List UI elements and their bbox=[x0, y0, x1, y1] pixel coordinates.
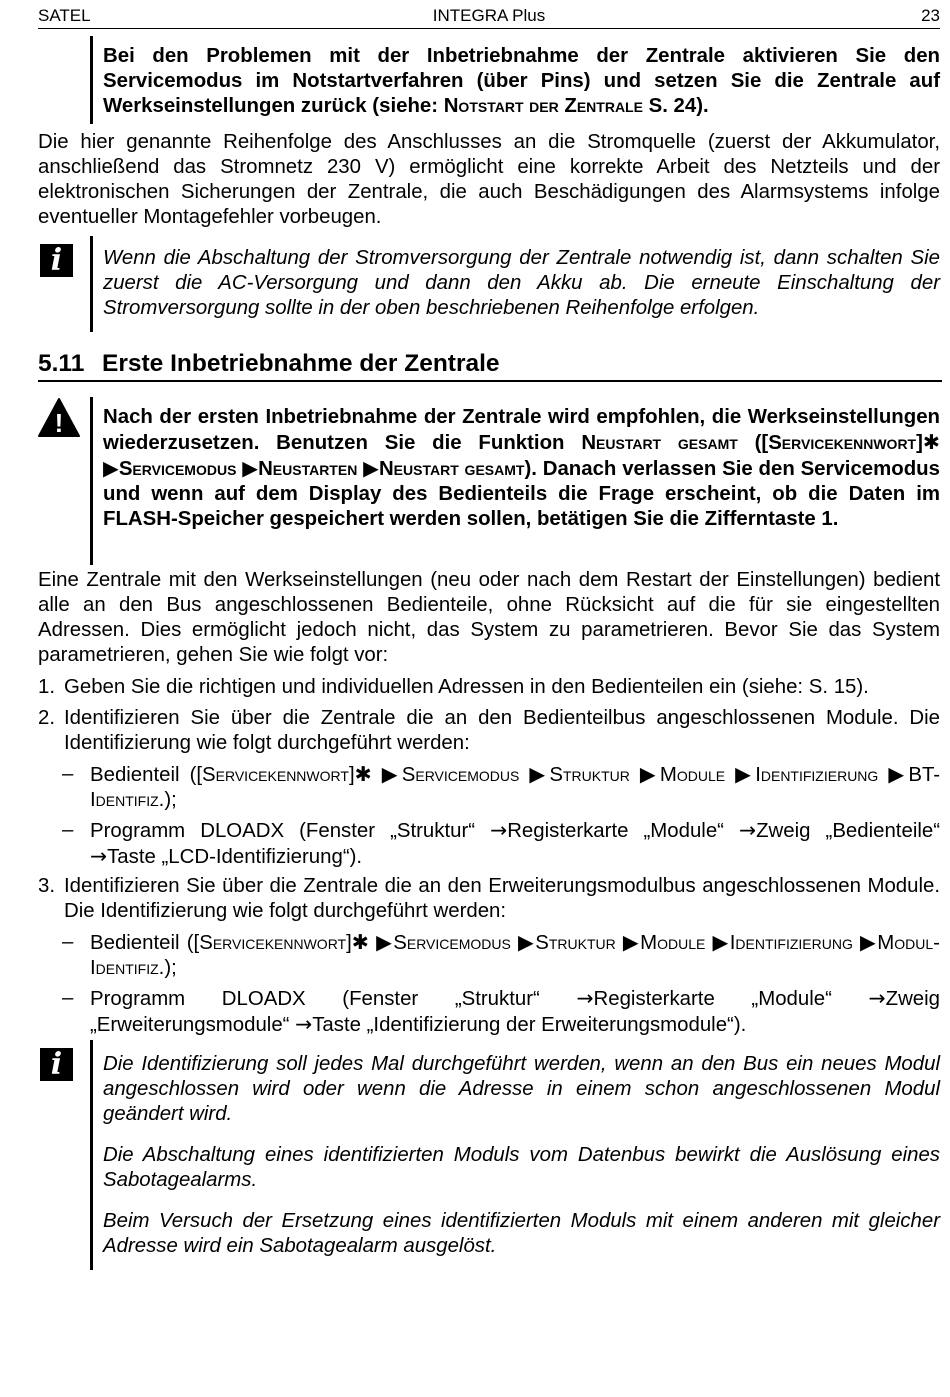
list-marker: – bbox=[62, 819, 74, 841]
section-heading bbox=[38, 349, 940, 379]
info-note-power: Wenn die Abschaltung der Stromversorgung der Zentrale notwendig ist, dann schalten Sie zuerst die AC-Versorgung und dann den Akku ab. Die erneute Einschaltung der Stromversorgung sollte in der oben beschriebenen Reihenfolge erfolgen. bbox=[103, 247, 940, 319]
paragraph-connection-order: Die hier genannte Reihenfolge des Anschlusses an die Stromquelle (zuerst der Akkumulator, anschließend das Stromnetz 230 V) ermöglicht eine korrekte Arbeit des Netzteils und der elektronischen Sicherungen der Zentrale, die auch Beschädigungen des Alarmsystems infolge eventueller Montagefehler vorbeugen. bbox=[38, 131, 940, 228]
list-marker: – bbox=[62, 987, 74, 1009]
info-note-identify-2: Die Abschaltung eines identifizierten Moduls vom Datenbus bewirkt die Auslösung eines Sabotagealarms. bbox=[103, 1144, 940, 1191]
list-marker: – bbox=[62, 931, 74, 953]
info-icon: i bbox=[40, 244, 73, 277]
asterisk-key-icon: ✱ bbox=[351, 930, 369, 954]
arrow-icon: ▶ bbox=[518, 930, 536, 954]
notice-reference: Notstart der Zentrale bbox=[443, 95, 643, 117]
arrow-icon: ▶ bbox=[622, 930, 641, 954]
page-header bbox=[38, 6, 940, 28]
right-arrow-icon: → bbox=[295, 1012, 313, 1036]
info-icon: i bbox=[40, 1048, 73, 1081]
right-arrow-icon: → bbox=[576, 986, 594, 1010]
section-number: 5.11 bbox=[38, 350, 85, 377]
arrow-icon: ▶ bbox=[639, 762, 660, 786]
list-item: 3. Identifizieren Sie über die Zentrale die an den Erweiterungsmodulbus angeschlossenen Module. Die Identifizierung wie folgt durchgeführt werden: bbox=[38, 875, 940, 922]
list-marker: 3. bbox=[38, 875, 56, 897]
sub-list-item: – Bedienteil ([Servicekennwort]✱ ▶Servicemodus ▶Struktur ▶Module ▶Identifizierung ▶Modul-Identifiz.); bbox=[62, 930, 940, 979]
list-marker: 2. bbox=[38, 707, 56, 729]
arrow-icon: ▶ bbox=[860, 930, 878, 954]
arrow-icon: ▶ bbox=[888, 762, 909, 786]
info-bar bbox=[90, 1040, 93, 1270]
asterisk-key-icon: ✱ bbox=[354, 762, 372, 786]
sub-list-item: – Programm DLOADX (Fenster „Struktur“ →Registerkarte „Module“ →Zweig „Erweiterungsmodule“ →Taste „Identifizierung der Erweiterungsmodule“). bbox=[62, 986, 941, 1036]
arrow-icon: ▶ bbox=[242, 456, 259, 480]
header-rule bbox=[38, 28, 940, 29]
right-arrow-icon: → bbox=[868, 986, 886, 1010]
list-item: 1. Geben Sie die richtigen und individuellen Adressen in den Bedienteilen ein (siehe: S. 15). bbox=[38, 676, 869, 698]
asterisk-key-icon: ✱ bbox=[922, 430, 940, 454]
svg-text:!: ! bbox=[54, 408, 64, 437]
notice-top: Bei den Problemen mit der Inbetriebnahme der Zentrale aktivieren Sie den Servicemodus im Notstartverfahren (über Pins) und setzen Sie die Zentrale auf Werkseinstellungen zurück (siehe: Notstart der Zentrale S. 24). bbox=[103, 45, 940, 117]
function-name: Neustart gesamt bbox=[581, 432, 738, 454]
warning-bar bbox=[90, 397, 93, 565]
arrow-icon: ▶ bbox=[529, 762, 550, 786]
info-bar bbox=[90, 236, 93, 332]
right-arrow-icon: → bbox=[490, 818, 508, 842]
header-brand: SATEL bbox=[38, 6, 91, 25]
arrow-icon: ▶ bbox=[363, 456, 379, 480]
sub-list-item: – Programm DLOADX (Fenster „Struktur“ →Registerkarte „Module“ →Zweig „Bedienteile“ →Taste „LCD-Identifizierung“). bbox=[62, 818, 941, 868]
list-item: 2. Identifizieren Sie über die Zentrale die an den Bedienteilbus angeschlossenen Module. Die Identifizierung wie folgt durchgeführt werden: bbox=[38, 707, 940, 754]
section-title: Erste Inbetriebnahme der Zentrale bbox=[102, 350, 500, 377]
arrow-icon: ▶ bbox=[103, 456, 119, 480]
info-note-identify-1: Die Identifizierung soll jedes Mal durchgeführt werden, wenn an den Bus ein neues Modul angeschlossen wird oder wenn die Adresse in einem schon angeschlossenen Modul geändert wird. bbox=[103, 1053, 940, 1125]
warning-icon bbox=[38, 397, 80, 437]
arrow-icon: ▶ bbox=[712, 930, 730, 954]
header-product: INTEGRA Plus bbox=[432, 6, 546, 25]
sub-list-item: – Bedienteil ([Servicekennwort]✱ ▶Servicemodus ▶Struktur ▶Module ▶Identifizierung ▶BT-Identifiz.); bbox=[62, 762, 941, 811]
warning-note: Nach der ersten Inbetriebnahme der Zentrale wird empfohlen, die Werkseinstellungen wiederzusetzen. Benutzen Sie die Funktion Neustart gesamt ([Servicekennwort]✱ ▶Servicemodus ▶Neustarten ▶Neustart gesamt). Danach verlassen Sie den Servicemodus und wenn auf dem Display des Bedienteils die Frage erscheint, ob die Daten im FLASH-Speicher gespeichert werden sollen, betätigen Sie die Zifferntaste 1. bbox=[103, 406, 940, 530]
list-marker: 1. bbox=[38, 676, 56, 698]
list-marker: – bbox=[62, 763, 74, 785]
arrow-icon: ▶ bbox=[735, 762, 756, 786]
section-rule bbox=[38, 380, 942, 382]
right-arrow-icon: → bbox=[90, 844, 108, 868]
info-note-identify-3: Beim Versuch der Ersetzung eines identifizierten Moduls mit einem anderen mit gleicher Adresse wird ein Sabotagealarm ausgelöst. bbox=[103, 1210, 940, 1257]
arrow-icon: ▶ bbox=[376, 930, 394, 954]
paragraph-intro: Eine Zentrale mit den Werkseinstellungen (neu oder nach dem Restart der Einstellungen) bedient alle an den Bus angeschlossenen Bedienteile, ohne Rücksicht auf die für sie eingestellten Adressen. Dies ermöglicht jedoch nicht, das System zu parametrieren. Bevor Sie das System parametrieren, gehen Sie wie folgt vor: bbox=[38, 569, 940, 666]
arrow-icon: ▶ bbox=[381, 762, 402, 786]
notice-bar bbox=[90, 36, 93, 124]
right-arrow-icon: → bbox=[739, 818, 757, 842]
header-page-number: 23 bbox=[921, 6, 940, 25]
